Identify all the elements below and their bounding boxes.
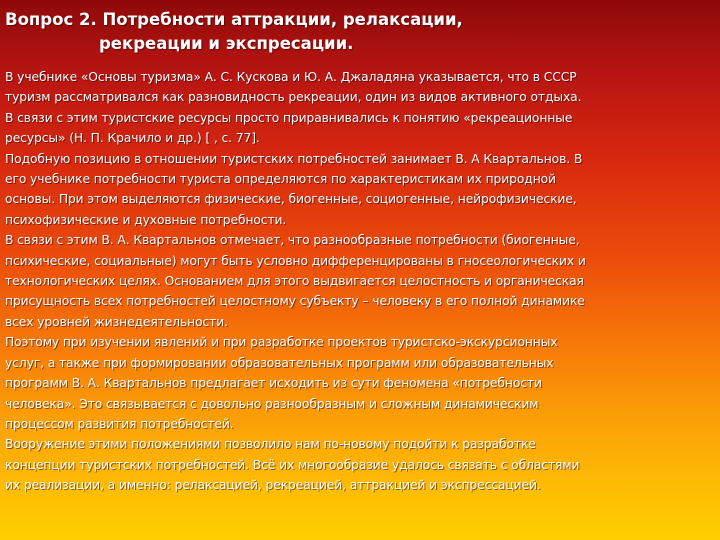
slide-title-line-2: рекреации и экспресации. — [99, 34, 354, 53]
body-line: технологических целях. Основанием для этого выдвигается целостность и органическая — [5, 274, 584, 289]
body-line: В связи с этим туристские ресурсы просто приравнивались к понятию «рекреационные — [5, 110, 573, 125]
body-line: их реализации, а именно: релаксацией, рекреацией, аттракцией и экспрессацией. — [5, 478, 541, 493]
body-line: Подобную позицию в отношении туристских потребностей занимает В. А Квартальнов. В — [5, 151, 583, 166]
body-line: концепции туристских потребностей. Всё их многообразие удалось связать с областями — [5, 457, 580, 472]
body-line: психические, социальные) могут быть условно дифференцированы в гносеологических и — [5, 253, 586, 268]
body-line: В учебнике «Основы туризма» А. С. Кускова и Ю. А. Джаладяна указывается, что в СССР — [5, 70, 577, 84]
body-line: основы. При этом выделяются физические, биогенные, социогенные, нейрофизические, — [5, 192, 577, 207]
body-line: всех уровней жизнедеятельности. — [5, 314, 228, 329]
slide-title — [5, 8, 705, 56]
body-line: услуг, а также при формировании образовательных программ или образовательных — [5, 355, 554, 370]
slide-title-line-1: Вопрос 2. Потребности аттракции, релаксации, — [5, 10, 463, 29]
body-line: психофизические и духовные потребности. — [5, 212, 287, 227]
body-line: его учебнике потребности туриста определяются по характеристикам их природной — [5, 172, 556, 187]
body-line: программ В. А. Квартальнов предлагает исходить из сути феномена «потребности — [5, 376, 542, 391]
slide-body-text — [5, 67, 715, 496]
body-line: Поэтому при изучении явлений и при разработке проектов туристско-экскурсионных — [5, 335, 558, 350]
body-line: присущность всех потребностей целостному субъекту – человеку в его полной динамике — [5, 294, 585, 309]
body-line: процессом развития потребностей. — [5, 416, 234, 431]
body-line: ресурсы» (Н. П. Крачило и др.) [ , с. 77]. — [5, 131, 260, 146]
body-line: Вооружение этими положениями позволило нам по-новому подойти к разработке — [5, 437, 536, 452]
body-line: туризм рассматривался как разновидность рекреации, один из видов активного отдыха. — [5, 90, 582, 105]
body-line: В связи с этим В. А. Квартальнов отмечает, что разнообразные потребности (биогенные, — [5, 233, 580, 248]
body-line: человека». Это связывается с довольно разнообразным и сложным динамическим — [5, 396, 539, 411]
